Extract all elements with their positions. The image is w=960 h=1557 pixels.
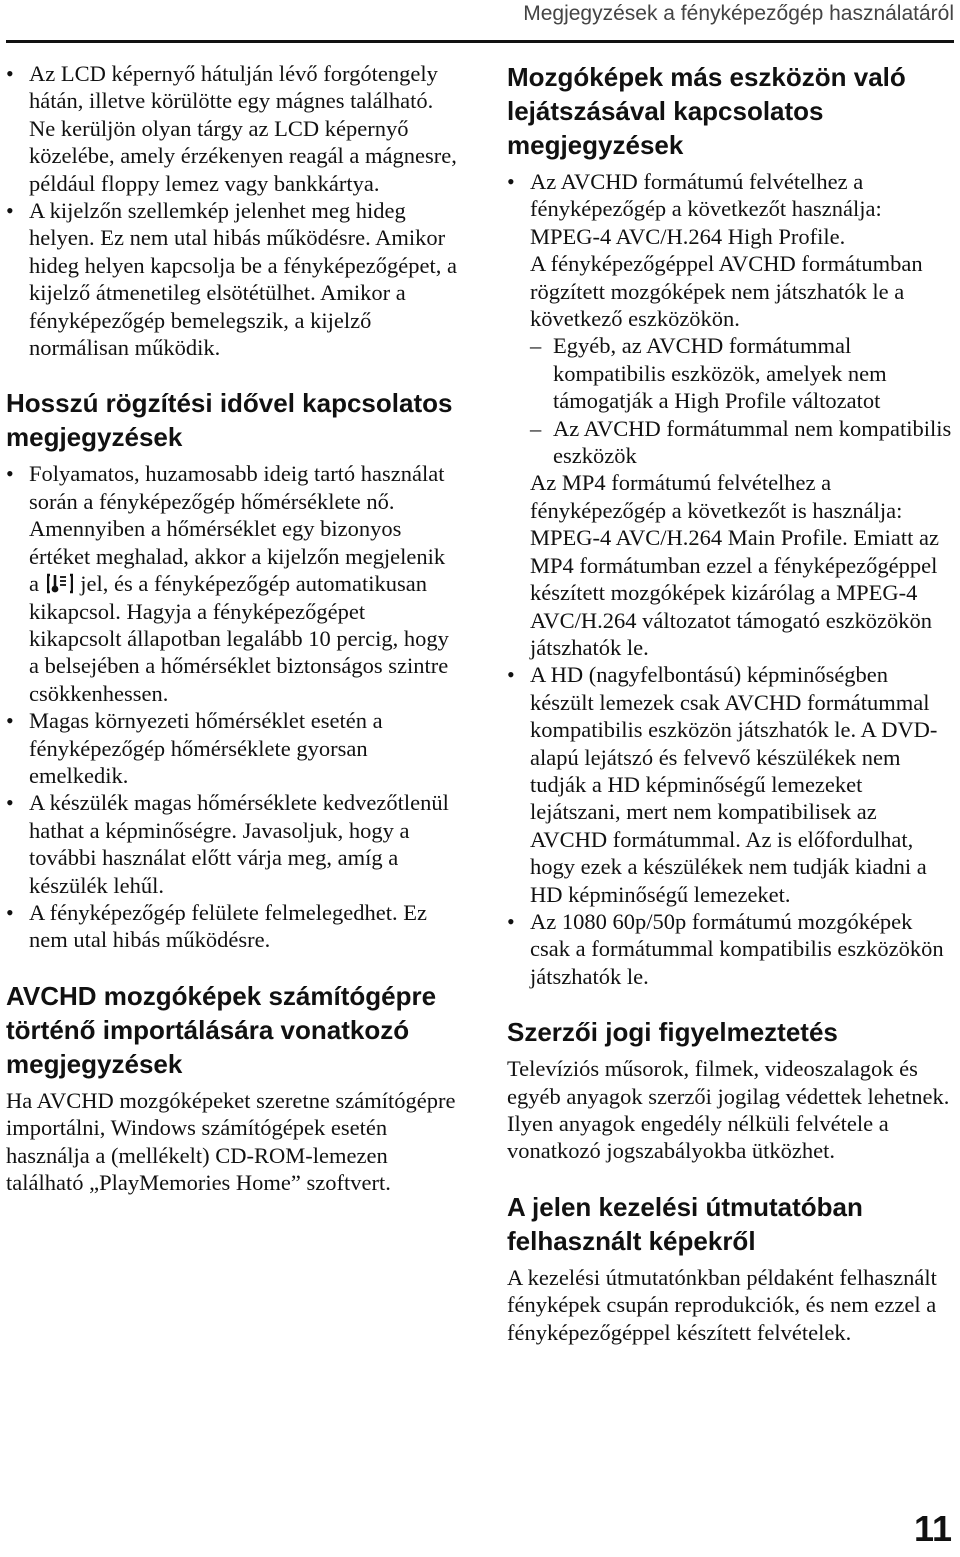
list-item: • Magas környezeti hőmérséklet esetén a fényképezőgép hőmérséklete gyorsan emelkedik. xyxy=(6,707,458,789)
page-header: Megjegyzések a fényképezőgép használatáról xyxy=(523,2,954,25)
bullet-text: • Az AVCHD formátumú felvételhez a fényképezőgép a következőt használja: MPEG-4 AVC/H.264 High Profile. xyxy=(530,169,882,249)
bullet-text-part: Folyamatos, huzamosabb ideig tartó használat során a fényképezőgép hőmérséklete nő. Amennyiben a hőmérséklet egy bizonyos értéket meghalad, akkor a kijelzőn megjelenik a xyxy=(29,461,446,597)
right-column xyxy=(507,60,955,1346)
header-divider xyxy=(6,40,954,43)
long-recording-list xyxy=(6,460,458,953)
overheat-warning-icon xyxy=(47,572,73,595)
list-item: – Az AVCHD formátummal nem kompatibilis eszközök xyxy=(530,415,955,470)
bullet-subtext: A fényképezőgéppel AVCHD formátumban rögzített mozgóképek nem játszhatók le a következő eszközökön. xyxy=(530,251,923,332)
intro-bullet-list xyxy=(6,60,458,361)
copyright-text: Televíziós műsorok, filmek, videoszalagok és egyéb anyagok szerzői jogilag védettek lehetnek. Ilyen anyagok engedély nélküli felvétele a vonatkozó jogszabályokba ütközhet. xyxy=(507,1056,950,1164)
list-item: • A kijelzőn szellemkép jelenhet meg hideg helyen. Ez nem utal hibás működésre. Amikor hideg helyen kapcsolja be a fényképezőgépet, a kijelző átmenetileg elsötétülhet. Amikor a fényképezőgép bemelegszik, a kijelző normálisan működik. xyxy=(6,197,458,361)
list-item: • Az 1080 60p/50p formátumú mozgóképek csak a formátummal kompatibilis eszközökön játszhatók le. xyxy=(507,908,955,990)
list-item: – Egyéb, az AVCHD formátummal kompatibilis eszközök, amelyek nem támogatják a High Profile változatot xyxy=(530,332,955,414)
copyright-heading: Szerzői jogi figyelmeztetés xyxy=(507,1017,838,1048)
avchd-import-text: Ha AVCHD mozgóképeket szeretne számítógépre importálni, Windows számítógépek esetén használja a (mellékelt) CD-ROM-lemezen található „PlayMemories Home” szoftvert. xyxy=(6,1087,456,1195)
list-item xyxy=(507,168,955,661)
list-item: • A fényképezőgép felülete felmelegedhet. Ez nem utal hibás működésre. xyxy=(6,899,458,954)
playback-list xyxy=(507,168,955,990)
images-text: A kezelési útmutatónkban példaként felhasznált fényképek csupán reprodukciók, és nem ezzel a fényképezőgéppel készített felvételek. xyxy=(507,1264,937,1345)
playback-heading: Mozgóképek más eszközön való lejátszásával kapcsolatos megjegyzések xyxy=(507,62,906,160)
list-item: • A készülék magas hőmérséklete kedvezőtlenül hathat a képminőségre. Javasoljuk, hogy a további használat előtt várja meg, amíg a készülék lehűl. xyxy=(6,789,458,899)
page-number: 11 xyxy=(913,1508,952,1549)
list-item: • A HD (nagyfelbontású) képminőségben készült lemezek csak AVCHD formátummal kompatibilis eszközön játszhatók le. A DVD-alapú lejátszó és felvevő készülékek nem tudják a HD képminőségű lemezeket lejátszani, mert nem kompatibilisek az AVCHD formátummal. Az is előfordulhat, hogy ezek a készülékek nem tudják kiadni a HD képminőségű lemezeket. xyxy=(507,661,955,908)
list-item xyxy=(6,460,458,707)
bullet-text-part: jel, és a fényképezőgép automatikusan kikapcsol. Hagyja a fényképezőgépet kikapcsolt állapotban legalább 10 percig, hogy a belsejében a hőmérséklet biztonságos szintre csökkenhessen. xyxy=(29,571,449,706)
left-column xyxy=(6,60,458,1196)
list-item: • Az LCD képernyő hátulján lévő forgótengely hátán, illetve körülötte egy mágnes található. Ne kerüljön olyan tárgy az LCD képernyő közelébe, amely érzékenyen reagál a mágnesre, például floppy lemez vagy bankkártya. xyxy=(6,60,458,197)
images-heading: A jelen kezelési útmutatóban felhasznált képekről xyxy=(507,1191,863,1256)
avchd-import-heading: AVCHD mozgóképek számítógépre történő importálására vonatkozó megjegyzések xyxy=(6,980,437,1079)
long-recording-heading: Hosszú rögzítési idővel kapcsolatos megjegyzések xyxy=(6,388,453,453)
bullet-subtext: Az MP4 formátumú felvételhez a fényképezőgép a következőt is használja: MPEG-4 AVC/H.264 Main Profile. Emiatt az MP4 formátumban ezzel a fényképezőgéppel készített mozgóképek kizárólag a MPEG-4 AVC/H.264 változatot támogató eszközökön játszhatók le. xyxy=(530,470,939,660)
dash-list xyxy=(530,332,955,469)
